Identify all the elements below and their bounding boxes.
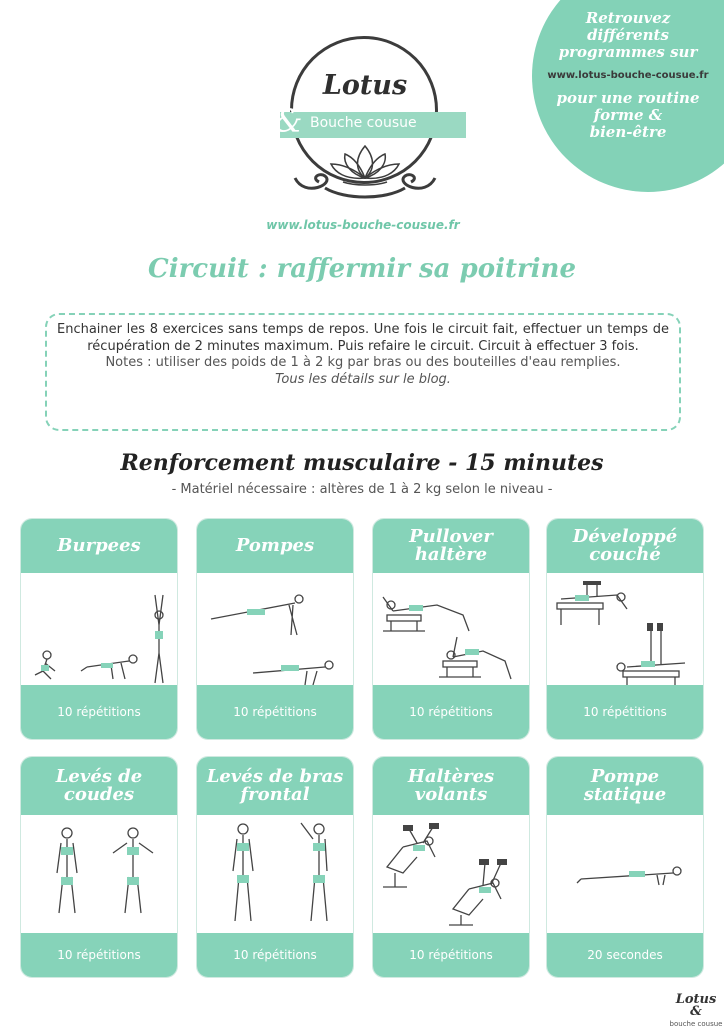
lotus-flower-icon bbox=[285, 138, 445, 210]
promo-circle bbox=[532, 0, 724, 192]
logo-ampersand: & bbox=[274, 102, 303, 140]
exercise-reps: 10 répétitions bbox=[21, 933, 177, 977]
exercise-name: Pompes bbox=[197, 519, 353, 573]
exercise-name: Développé couché bbox=[547, 519, 703, 573]
exercise-name: Burpees bbox=[21, 519, 177, 573]
logo-url-link[interactable]: www.lotus-bouche-cousue.fr bbox=[266, 218, 460, 232]
logo-subtitle: Bouche cousue bbox=[310, 115, 417, 131]
exercise-card-pullover bbox=[372, 518, 530, 740]
exercise-name: Levés de bras frontal bbox=[197, 757, 353, 815]
exercise-reps: 10 répétitions bbox=[373, 933, 529, 977]
exercise-card-burpees bbox=[20, 518, 178, 740]
page-title: Circuit : raffermir sa poitrine bbox=[148, 254, 576, 284]
exercise-name: Haltères volants bbox=[373, 757, 529, 815]
instructions-blog-link[interactable]: Tous les détails sur le blog. bbox=[275, 371, 451, 387]
footer-logo bbox=[668, 994, 724, 1030]
exercise-card-developpe bbox=[546, 518, 704, 740]
footer-logo-subtitle: bouche cousue bbox=[669, 1020, 723, 1028]
exercise-reps: 10 répétitions bbox=[197, 685, 353, 739]
exercise-name: Levés de coudes bbox=[21, 757, 177, 815]
promo-line: pour une routine bbox=[556, 89, 700, 107]
exercise-card-pompes bbox=[196, 518, 354, 740]
exercise-name: Pullover haltère bbox=[373, 519, 529, 573]
front-raise-figures-icon bbox=[197, 817, 354, 931]
promo-line: Retrouvez bbox=[585, 9, 671, 27]
section-subtitle: - Matériel nécessaire : altères de 1 à 2 kg selon le niveau - bbox=[171, 482, 553, 497]
promo-line: programmes sur bbox=[558, 43, 698, 61]
dumbbell-fly-figures-icon bbox=[373, 817, 530, 931]
exercise-reps: 10 répétitions bbox=[373, 685, 529, 739]
exercise-card-pompe-statique bbox=[546, 756, 704, 978]
instructions-notes: Notes : utiliser des poids de 1 à 2 kg par bras ou des bouteilles d'eau remplies. bbox=[105, 355, 621, 370]
logo-title: Lotus bbox=[322, 70, 408, 101]
promo-line: bien-être bbox=[589, 123, 667, 141]
plank-figure-icon bbox=[547, 817, 704, 931]
promo-line: différents bbox=[587, 26, 669, 44]
exercise-reps: 20 secondes bbox=[547, 933, 703, 977]
exercise-card-halteres-volants bbox=[372, 756, 530, 978]
exercise-name: Pompe statique bbox=[547, 757, 703, 815]
logo-ribbon bbox=[274, 102, 466, 140]
instructions-box bbox=[45, 313, 681, 431]
section-title: Renforcement musculaire - 15 minutes bbox=[120, 450, 604, 476]
exercise-reps: 10 répétitions bbox=[197, 933, 353, 977]
promo-line: forme & bbox=[593, 106, 663, 124]
elbow-raise-figures-icon bbox=[21, 817, 178, 931]
promo-url-link[interactable]: www.lotus-bouche-cousue.fr bbox=[547, 70, 709, 81]
exercise-card-leves-bras bbox=[196, 756, 354, 978]
instructions-main: Enchainer les 8 exercices sans temps de repos. Une fois le circuit fait, effectuer un temps de récupération de 2 minutes maximum. Puis refaire le circuit. Circuit à effectuer 3 fois. bbox=[57, 322, 669, 354]
exercise-reps: 10 répétitions bbox=[547, 685, 703, 739]
exercise-card-leves-coudes bbox=[20, 756, 178, 978]
footer-logo-title: Lotus & bbox=[675, 992, 717, 1019]
exercise-reps: 10 répétitions bbox=[21, 685, 177, 739]
